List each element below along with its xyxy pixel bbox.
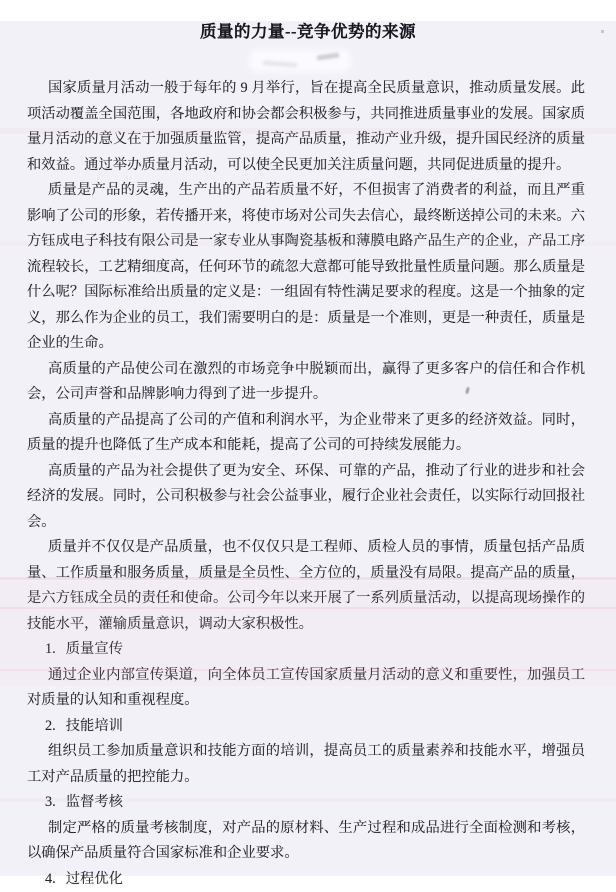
page-title: 质量的力量--竞争优势的来源 xyxy=(0,21,616,43)
document-body xyxy=(27,76,585,892)
paragraph: 通过企业内部宣传渠道，向全体员工宣传国家质量月活动的意义和重要性，加强员工对质量的认知和重视程度。 xyxy=(27,663,585,714)
paragraph: 组织员工参加质量意识和技能方面的培训，提高员工的质量素养和技能水平，增强员工对产品质量的把控能力。 xyxy=(27,739,585,790)
list-item-number: 4. xyxy=(45,867,56,892)
list-item-label: 过程优化 xyxy=(66,871,123,887)
redaction-remnant xyxy=(317,52,339,60)
list-item-number: 1. xyxy=(45,637,56,663)
list-item xyxy=(27,714,585,740)
list-item-number: 2. xyxy=(45,714,56,740)
paragraph: 国家质量月活动一般于每年的 9 月举行，旨在提高全民质量意识，推动质量发展。此项活动覆盖全国范围，各地政府和协会都会积极参与，共同推进质量事业的发展。国家质量月活动的意义在于加强质量监管，提高产品质量，推动产业升级，提升国民经济的质量和效益。通过举办质量月活动，可以使全民更加关注质量问题，共同促进质量的提升。 xyxy=(27,76,585,178)
list-item-label: 监督考核 xyxy=(66,794,123,810)
list-item-label: 技能培训 xyxy=(66,718,123,734)
redacted-author-smudge xyxy=(253,53,347,69)
document-page xyxy=(0,21,616,876)
byline-row xyxy=(0,53,616,70)
paragraph: 高质量的产品为社会提供了更为安全、环保、可靠的产品，推动了行业的进步和社会经济的发展。同时，公司积极参与社会公益事业，履行企业社会责任，以实际行动回报社会。 xyxy=(27,459,585,536)
paragraph: 高质量的产品使公司在激烈的市场竞争中脱颖而出，赢得了更多客户的信任和合作机会，公司声誉和品牌影响力得到了进一步提升。 xyxy=(27,357,585,408)
paragraph: 制定严格的质量考核制度，对产品的原材料、生产过程和成品进行全面检测和考核，以确保产品质量符合国家标准和企业要求。 xyxy=(27,816,585,867)
redaction-remnant xyxy=(263,61,297,67)
list-item xyxy=(27,790,585,816)
paragraph: 质量是产品的灵魂，生产出的产品若质量不好，不但损害了消费者的利益，而且严重影响了公司的形象，若传播开来，将使市场对公司失去信心，最终断送掉公司的未来。六方钰成电子科技有限公司是一家专业从事陶瓷基板和薄膜电路产品生产的企业，产品工序流程较长，工艺精细度高，任何环节的疏忽大意都可能导致批量性质量问题。那么质量是什么呢？国际标准给出质量的定义是：一组固有特性满足要求的程度。这是一个抽象的定义，那么作为企业的员工，我们需要明白的是：质量是一个准则，更是一种责任，质量是企业的生命。 xyxy=(27,178,585,357)
list-item-label: 质量宣传 xyxy=(66,641,123,657)
list-item-number: 3. xyxy=(45,790,56,816)
list-item xyxy=(27,637,585,663)
paragraph: 质量并不仅仅是产品质量，也不仅仅只是工程师、质检人员的事情，质量包括产品质量、工作质量和服务质量，质量是全员性、全方位的，质量没有局限。提高产品的质量，是六方钰成全员的责任和使命。公司今年以来开展了一系列质量活动，以提高现场操作的技能水平，灌输质量意识，调动大家积极性。 xyxy=(27,535,585,637)
paragraph: 高质量的产品提高了公司的产值和利润水平，为企业带来了更多的经济效益。同时，质量的提升也降低了生产成本和能耗，提高了公司的可持续发展能力。 xyxy=(27,408,585,459)
list-item xyxy=(27,867,585,892)
